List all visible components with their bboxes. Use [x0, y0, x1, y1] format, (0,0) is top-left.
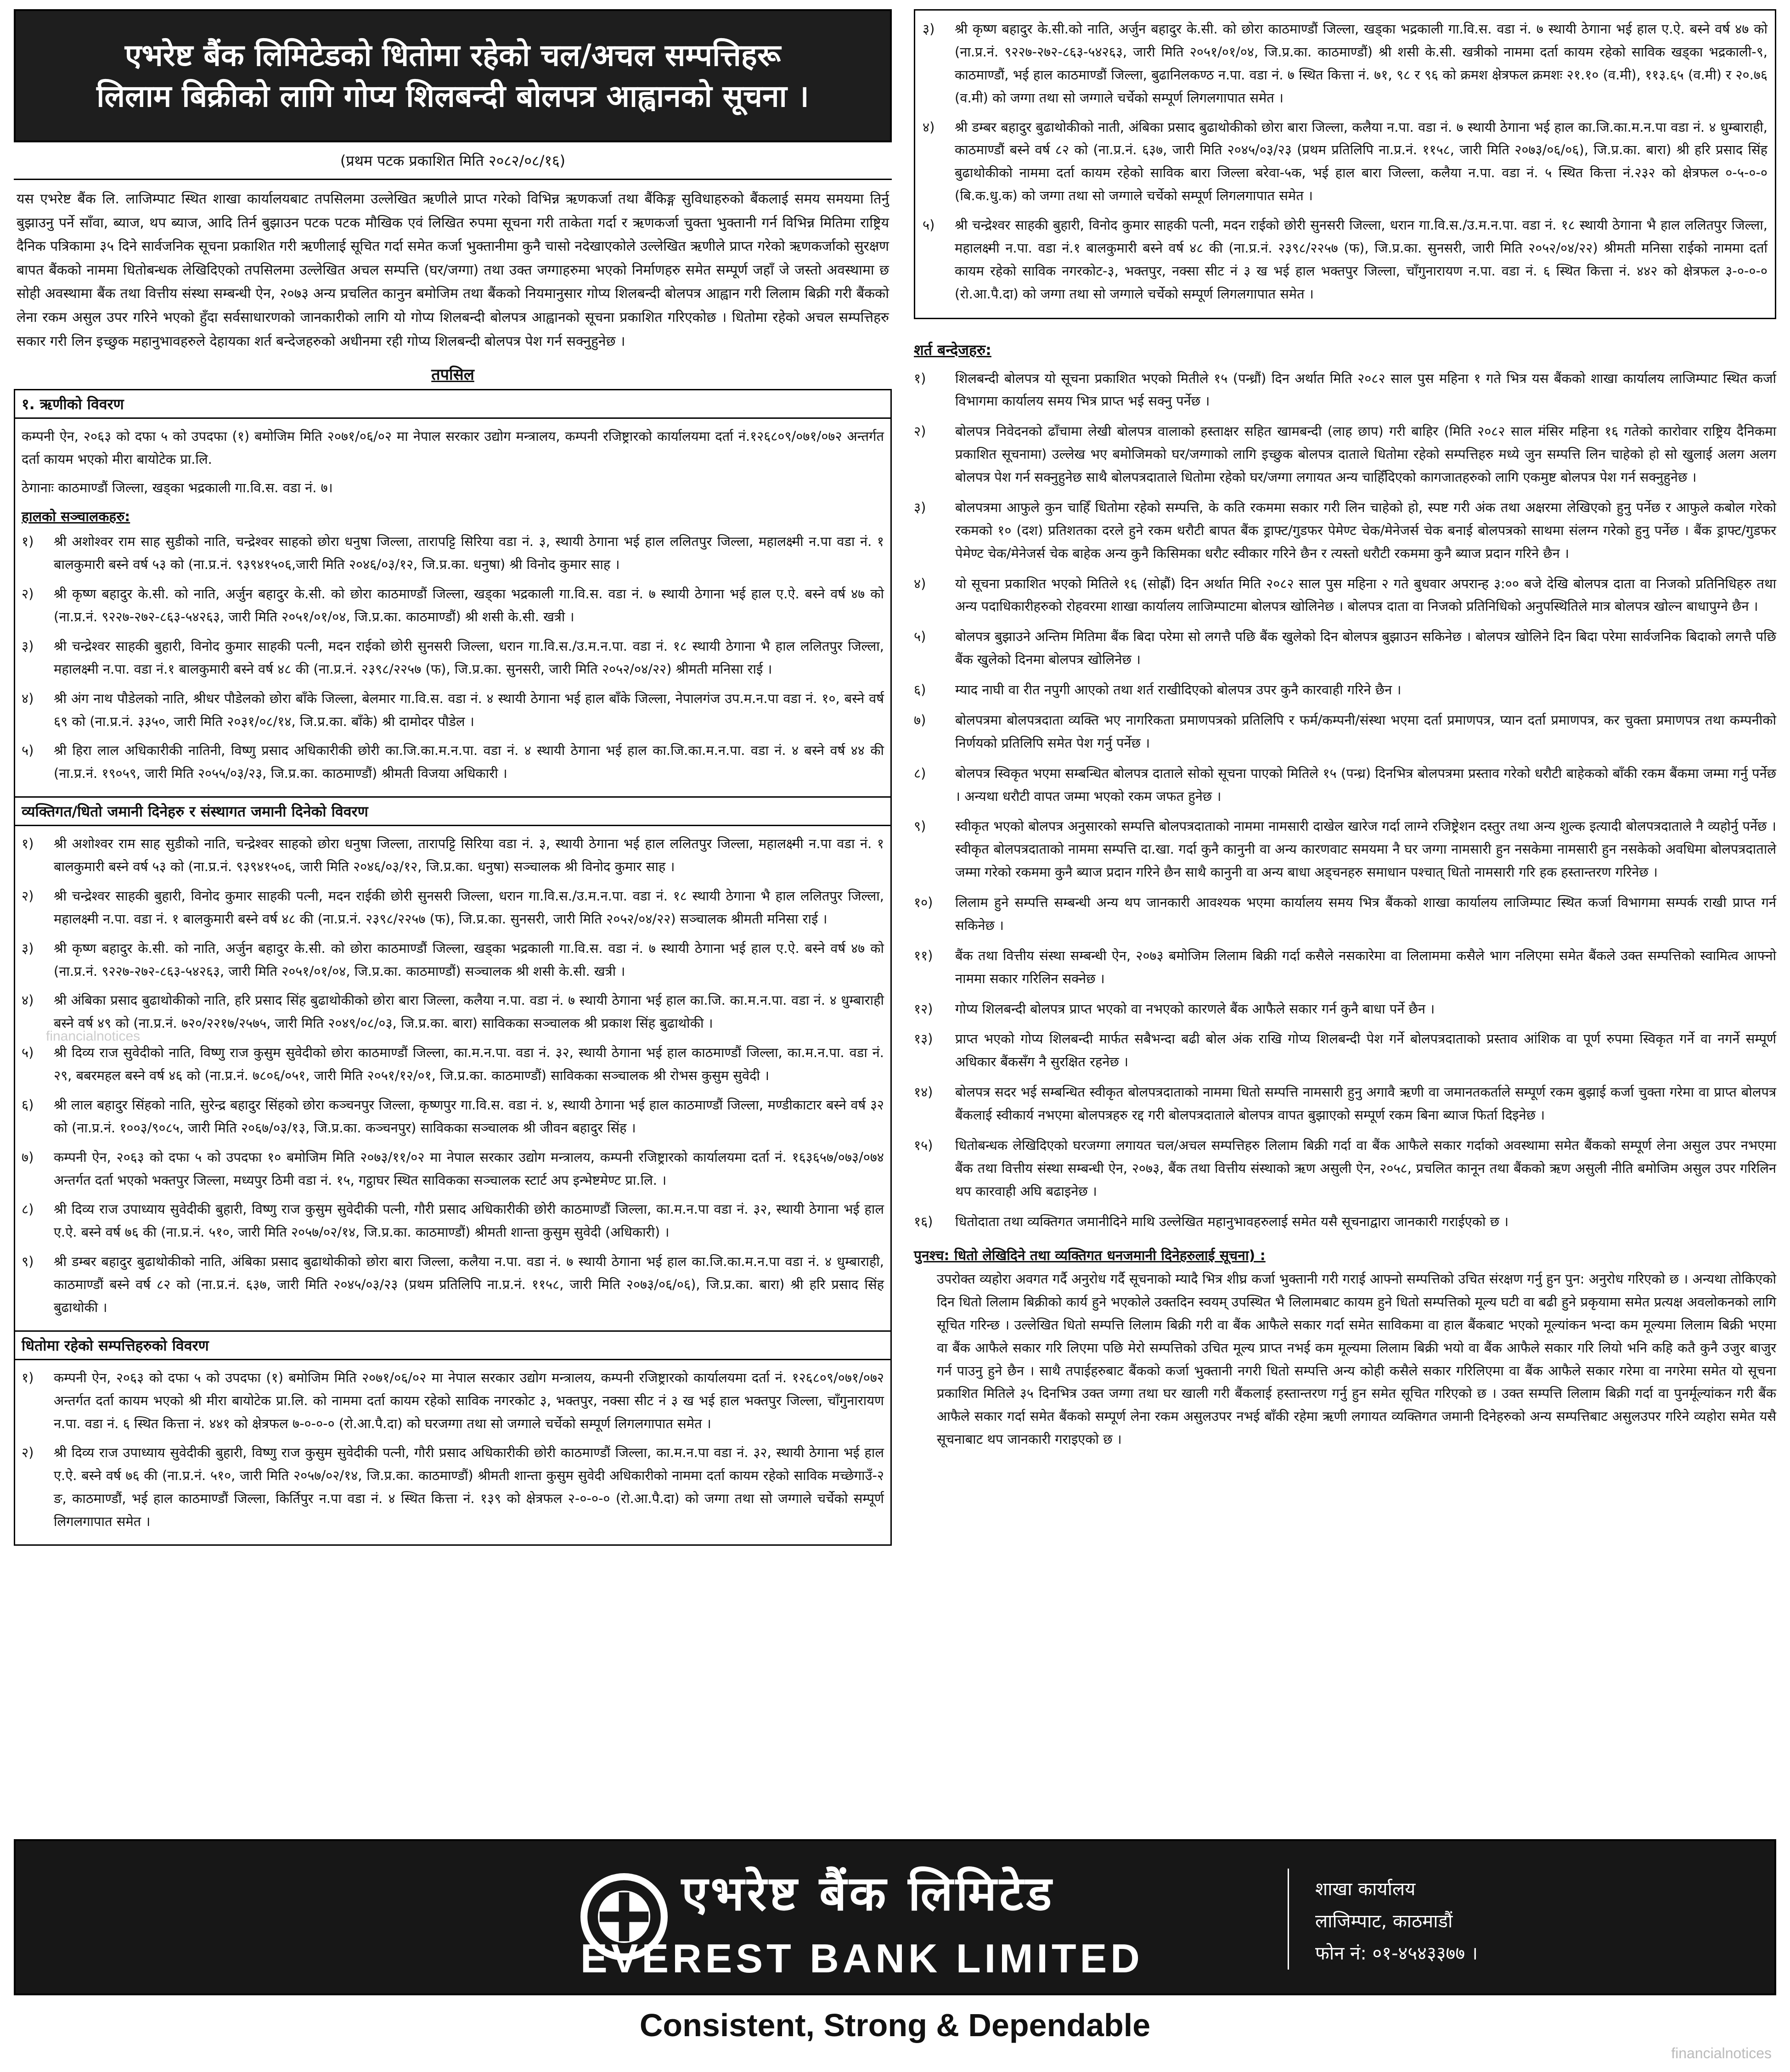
- item-text: श्री कृष्ण बहादुर के.सी. को नाति, अर्जुन बहादुर के.सी. को छोरा काठमाण्डौं जिल्ला, खड्का भद्रकाली गा.वि.स. वडा नं. ७ स्थायी ठेगाना भई हाल ए.ऐ. बस्ने वर्ष ४७ को (ना.प्र.नं. ९२२७-२७२-८६३-५४२६३, जारी मिति २०५१/०१/०४, जि.प्र.का. काठमाण्डौं) सञ्चालक श्री शसी के.सी. खत्री ।: [54, 940, 884, 979]
- guarantors-title: व्यक्तिगत/धितो जमानी दिनेहरु र संस्थागत जमानी दिनेको विवरण: [15, 798, 890, 826]
- branch-phone: फोन नं: ०१-४५४३३७७ ।: [1315, 1943, 1478, 1964]
- item-number: २): [22, 888, 34, 904]
- item-text: बोलपत्रमा बोलपत्रदाता व्यक्ति भए नागरिकता प्रमाणपत्रको प्रतिलिपि र फर्म/कम्पनी/संस्था भएमा दर्ता प्रमाणपत्र, प्यान दर्ता प्रमाणपत्र, कर चुक्ता प्रमाणपत्र तथा कम्पनीको निर्णयको प्रतिलिपि समेत पेश गर्नु पर्नेछ ।: [955, 712, 1776, 751]
- list-item: [914, 1134, 1776, 1203]
- list-item: [22, 937, 884, 983]
- item-number: ४): [22, 690, 34, 706]
- bank-footer-band: [14, 1839, 1776, 1995]
- item-text: कम्पनी ऐन, २०६३ को दफा ५ को उपदफा (१) बमोजिम मिति २०७१/०६/०२ मा नेपाल सरकार उद्योग मन्त्रालय, कम्पनी रजिष्ट्रारको कार्यालयमा दर्ता नं. १२६८०९/०७१/०७२ अन्तर्गत दर्ता कायम भएको श्री मीरा बायोटेक प्रा.लि. को नाममा दर्ता कायम रहेको साविक नगरकोट ३, भक्तपुर, नक्सा सीट नं ३ ख भई हाल भक्तपुर जिल्ला, चाँगुनारायण न.पा. वडा नं. ६ स्थित कित्ता नं. ४४१ को क्षेत्रफल ७-०-०-० (रो.आ.पै.दा) को घरजग्गा तथा सो जग्गाले चर्चेको सम्पूर्ण लिगलगापात समेत ।: [54, 1369, 884, 1431]
- borrower-title: १. ऋणीको विवरण: [15, 390, 890, 419]
- tapsil-heading: तपसिल: [431, 366, 474, 384]
- bank-name-nepali: एभरेष्ट बैंक लिमिटेड: [681, 1865, 1055, 1921]
- list-item: [923, 116, 1767, 208]
- item-text: श्री दिव्य राज उपाध्याय सुवेदीकी बुहारी, विष्णु राज कुसुम सुवेदीकी पत्नी, गौरी प्रसाद अधिकारीकी छोरी काठमाण्डौं जिल्ला, का.म.न.पा वडा नं. ३२, स्थायी ठेगाना भई हाल ए.ऐ. बस्ने वर्ष ७६ की (ना.प्र.नं. ५१०, जारी मिति २०५७/०२/१४, जि.प्र.का. काठमाण्डौं) श्रीमती शान्ता कुसुम सुवेदी अधिकारीको नाममा दर्ता कायम रहेको साविक मच्छेगाउँ-२ ङ, काठमाण्डौं, भई हाल काठमाण्डौं जिल्ला, किर्तिपुर न.पा वडा नं. ४ स्थित कित्ता नं. १३९ को क्षेत्रफल २-०-०-० (रो.आ.पै.दा) को जग्गा तथा सो जग्गाले चर्चेको सम्पूर्ण लिगलगापात समेत ।: [54, 1445, 884, 1529]
- item-number: ३): [22, 940, 34, 956]
- item-text: श्री चन्द्रेश्वर साहकी बुहारी, विनोद कुमार साहकी पत्नी, मदन राईको छोरी सुनसरी जिल्ला, धरान गा.वि.स./उ.म.न.पा. वडा नं. १८ स्थायी ठेगाना भै हाल ललितपुर जिल्ला, महालक्ष्मी न.पा. वडा नं.१ बालकुमारी बस्ने वर्ष ४८ की (ना.प्र.नं. २३९८/२२५७ (फ), जि.प्र.का. सुनसरी, जारी मिति २०५२/०४/२२) श्रीमती मनिसा राईको नाममा दर्ता कायम रहेको साविक नगरकोट-३, भक्तपुर, नक्सा सीट नं ३ ख भई हाल भक्तपुर जिल्ला, चाँगुनारायण न.पा. वडा नं. ६ स्थित कित्ता नं. ४४२ को क्षेत्रफल ३-०-०-० (रो.आ.पै.दा) को जग्गा तथा सो जग्गाले चर्चेको सम्पूर्ण लिगलगापात समेत ।: [955, 217, 1767, 302]
- item-text: श्री चन्द्रेश्वर साहकी बुहारी, विनोद कुमार साहकी पत्नी, मदन राईकी छोरी सुनसरी जिल्ला, धरान गा.वि.स./उ.म.न.पा. वडा नं. १८ स्थायी ठेगाना भै हाल ललितपुर जिल्ला, महालक्ष्मी न.पा. वडा नं. १ बालकुमारी बस्ने वर्ष ४८ की (ना.प्र.नं. २३९८/२२५७ (फ), जि.प्र.का. सुनसरी, जारी मिति २०५२/०४/२२) सञ्चालक श्रीमती मनिसा राई ।: [54, 888, 884, 927]
- item-number: २): [914, 423, 926, 439]
- branch-location: लाजिम्पाट, काठमाडौं: [1315, 1911, 1453, 1932]
- punashcha-heading: पुनश्च: धितो लेखिदिने तथा व्यक्तिगत धनजमानी दिनेहरुलाई सूचना) :: [914, 1248, 1266, 1264]
- list-item: [22, 989, 884, 1035]
- item-text: श्री डम्बर बहादुर बुढाथोकीको नाति, अंबिका प्रसाद बुढाथोकीको छोरा बारा जिल्ला, कलैया न.पा. वडा नं. ७ स्थायी ठेगाना भई हाल का.जि.का.म.न.पा वडा नं. ४ धुम्बाराही, काठमाण्डौं बस्ने वर्ष ८२ को (ना.प्र.नं. ६३७, जारी मिति २०४५/०३/२३ (प्रथम प्रतिलिपि ना.प्र.नं. ११५८, जारी मिति २०७३/०६/०६), जि.प्र.का. बारा) श्री हरि प्रसाद सिंह बुढाथोकी ।: [54, 1254, 884, 1315]
- notice-title-line-2: लिलाम बिक्रीको लागि गोप्य शिलबन्दी बोलपत्र आह्वानको सूचना ।: [96, 79, 809, 114]
- properties-continued: [914, 9, 1776, 319]
- item-number: १४): [914, 1084, 933, 1100]
- item-number: १०): [914, 895, 933, 911]
- list-item: [22, 1094, 884, 1140]
- intro-paragraph: यस एभरेष्ट बैंक लि. लाजिम्पाट स्थित शाखा कार्यालयबाट तपसिलमा उल्लेखित ऋणीले प्राप्त गरेको विभिन्न ऋणकर्जा तथा बैंकिङ्ग सुविधाहरुको बैंकलाई समय समयमा तिर्नु बुझाउनु पर्ने साँवा, ब्याज, थप ब्याज, आदि तिर्न बुझाउन पटक पटक मौखिक एवं लिखित रुपमा सूचना गरी ताकेता गर्दा र ऋणकर्जा चुक्ता भुक्तानी गर्न विभिन्न मितिमा राष्ट्रिय दैनिक पत्रिकामा ३५ दिने सार्वजनिक सूचना प्रकाशित गरी ऋणीलाई सूचित गर्दा समेत कर्जा भुक्तानीमा कुनै चासो नदेखाएकोले उल्लेखित ऋणीले प्राप्त गरेको ऋणकर्जाको सुरक्षण बापत बैंकको नाममा धितोबन्धक लेखिदिएको तपसिलमा उल्लेखित अचल सम्पत्ति (घर/जग्गा) तथा उक्त जग्गाहरुमा भएको निर्माणहरु समेत सम्पूर्ण जहाँ जे जस्तो अवस्थामा छ सोही अवस्थामा बैंक तथा वित्तीय संस्था सम्बन्धी ऐन, २०७३ अन्य प्रचलित कानुन बमोजिम तथा बैंकको नियमानुसार गोप्य शिलबन्दी बोलपत्र आह्वान गरी लिलाम बिक्री गरी बैंकको लेना रकम असुल उपर गरिने भएको हुँदा सर्वसाधारणको जानकारीको लागि यो गोप्य शिलबन्दी बोलपत्र आह्वानको सूचना प्रकाशित गरिएकोछ । धितोमा रहेको अचल सम्पत्तिहरु सकार गरी लिन इच्छुक महानुभावहरुले देहायका शर्त बन्देजहरुको अधीनमा रही गोप्य शिलबन्दी बोलपत्र पेश गर्न सक्नुहुनेछ ।: [17, 191, 889, 349]
- list-item: [22, 583, 884, 629]
- directors-list: [22, 530, 884, 785]
- item-number: १): [22, 836, 34, 852]
- list-item: [22, 1367, 884, 1436]
- item-number: ९): [914, 818, 926, 834]
- list-item: [22, 885, 884, 931]
- item-text: श्री कृष्ण बहादुर के.सी. को नाति, अर्जुन बहादुर के.सी. को छोरा काठमाण्डौं जिल्ला, खड्का भद्रकाली गा.वि.स. वडा नं. ७ स्थायी ठेगाना भई हाल ए.ऐ. बस्ने वर्ष ४७ को (ना.प्र.नं. ९२२७-२७२-८६३-५४२६३, जारी मिति २०५१/०१/०४, जि.प्र.का. काठमाण्डौं) श्री शसी के.सी. खत्री ।: [54, 586, 884, 625]
- item-text: कम्पनी ऐन, २०६३ को दफा ५ को उपदफा १० बमोजिम मिति २०७३/११/०२ मा नेपाल सरकार उद्योग मन्त्रालय, कम्पनी रजिष्ट्रारको कार्यालयमा दर्ता नं. १६३६५७/०७३/०७४ अन्तर्गत दर्ता भएको भक्तपुर जिल्ला, मध्यपुर ठिमी वडा नं. १५, गट्ठाघर स्थित साविकका सञ्चालक स्टार्ट अप इन्भेष्टमेण्ट प्रा.लि. ।: [54, 1149, 884, 1188]
- item-number: ३): [914, 499, 926, 515]
- list-item: [22, 530, 884, 576]
- list-item: [914, 762, 1776, 808]
- borrower-address: ठेगानाः काठमाण्डौं जिल्ला, खड्का भद्रकाली गा.वि.स. वडा नं. ७।: [22, 479, 333, 495]
- list-item: [914, 625, 1776, 671]
- bank-name-english: EVEREST BANK LIMITED: [580, 1936, 1143, 1981]
- item-number: ४): [914, 575, 926, 591]
- list-item: [914, 1081, 1776, 1127]
- item-number: २): [22, 586, 34, 602]
- item-number: १२): [914, 1001, 933, 1017]
- notice-header: [14, 9, 892, 142]
- list-item: [22, 1250, 884, 1319]
- list-item: [914, 367, 1776, 413]
- item-text: श्री अंबिका प्रसाद बुढाथोकीको नाति, हरि प्रसाद सिंह बुढाथोकीको छोरा बारा जिल्ला, कलैया न.पा. वडा नं. ७ स्थायी ठेगाना भई हाल का.जि. का.म.न.पा. वडा नं. ४ धुम्बाराही बस्ने वर्ष ४९ को (ना.प्र.नं. ७२०/२२१७/२५७५, जारी मिति २०४९/०८/०३, जि.प्र.का. बारा) साविकका सञ्चालक श्री प्रकाश सिंह बुढाथोकी ।: [54, 992, 884, 1031]
- list-item: [914, 815, 1776, 884]
- list-item: [914, 891, 1776, 937]
- item-text: श्री दिव्य राज सुवेदीको नाति, विष्णु राज कुसुम सुवेदीको छोरा काठमाण्डौं जिल्ला, का.म.न.पा. वडा नं. ३२, स्थायी ठेगाना भई हाल काठमाण्डौं जिल्ला, का.म.न.पा. वडा नं. २९, बबरमहल बस्ने वर्ष ४६ को (ना.प्र.नं. ७८०६/०५१, जारी मिति २०५१/१२/०१, जि.प्र.का. काठमाण्डौं) साविकका सञ्चालक श्री रोभस कुसुम सुवेदी ।: [54, 1045, 884, 1083]
- branch-office: शाखा कार्यालय: [1315, 1879, 1416, 1900]
- item-text: श्री डम्बर बहादुर बुढाथोकीको नाती, अंबिका प्रसाद बुढाथोकीको छोरा बारा जिल्ला, कलैया न.पा. वडा नं. ७ स्थायी ठेगाना भई हाल का.जि.का.म.न.पा वडा नं. ४ धुम्बाराही, काठमाण्डौं बस्ने वर्ष ८२ को (ना.प्र.नं. ६३७, जारी मिति २०४५/०३/२३ (प्रथम प्रतिलिपि ना.प्र.नं. ११५८, जारी मिति २०७३/०६/०६), जि.प्र.का. बारा) श्री हरि प्रसाद सिंह बुढाथोकीको नाममा दर्ता कायम रहेको साविक बारा जिल्ला बरेवा-५क, भई हाल बारा जिल्ला, कलैया न.पा. वडा नं. ५ स्थित कित्ता नं.२३२ को क्षेत्रफल ०-५-०-० (बि.क.धु.क) को जग्गा तथा सो जग्गाले चर्चेको सम्पूर्ण लिगलगापात समेत ।: [955, 119, 1767, 204]
- list-item: [22, 1198, 884, 1244]
- item-number: १३): [914, 1031, 933, 1047]
- item-text: धितोदाता तथा व्यक्तिगत जमानीदिने माथि उल्लेखित महानुभावहरुलाई समेत यसै सूचनाद्वारा जानकारी गराईएको छ ।: [955, 1213, 1509, 1229]
- borrower-text: कम्पनी ऐन, २०६३ को दफा ५ को उपदफा (१) बमोजिम मिति २०७१/०६/०२ मा नेपाल सरकार उद्योग मन्त्रालय, कम्पनी रजिष्ट्रारको कार्यालयमा दर्ता नं.१२६८०९/०७१/०७२ अन्तर्गत दर्ता कायम भएको मीरा बायोटेक प्रा.लि.: [22, 428, 884, 467]
- list-item: [914, 679, 1776, 702]
- item-number: १): [914, 370, 926, 386]
- list-item: [22, 635, 884, 681]
- conditions-section: [914, 338, 1776, 1452]
- right-column: [914, 9, 1776, 1451]
- item-text: श्री कृष्ण बहादुर के.सी.को नाति, अर्जुन बहादुर के.सी. को छोरा काठमाण्डौं जिल्ला, खड्का भद्रकाली गा.वि.स. वडा नं. ७ स्थायी ठेगाना भई हाल ए.ऐ. बस्ने वर्ष ४७ को (ना.प्र.नं. ९२२७-२७२-८६३-५४२६३, जारी मिति २०५१/०१/०४, जि.प्र.का. काठमाण्डौं) श्री शसी के.सी. खत्रीको नाममा दर्ता कायम रहेको साविक खड्का भद्रकाली-९, काठमाण्डौं, भई हाल काठमाण्डौं जिल्ला, बुढानिलकण्ठ न.पा. वडा नं. ७ स्थित कित्ता नं. ७१, ९८ र ९६ को क्रमश क्षेत्रफल क्रमशः २१.१० (व.मी), ११३.६५ (व.मी) र २०.७६ (व.मी) को जग्गा तथा सो जग्गाले चर्चेको सम्पूर्ण लिगलगापात समेत ।: [955, 21, 1767, 106]
- list-item: [914, 709, 1776, 755]
- item-text: श्री अशोश्वर राम साह सुडीको नाति, चन्द्रेश्वर साहको छोरा धनुषा जिल्ला, तारापट्टि सिरिया वडा नं. ३, स्थायी ठेगाना भई हाल ललितपुर जिल्ला, महालक्ष्मी न.पा वडा नं. १ बालकुमारी बस्ने वर्ष ५३ को (ना.प्र.नं. ९३९४१५०६, जारी मिति २०४६/०३/१२, जि.प्र.का. धनुषा) सञ्चालक श्री विनोद कुमार साह ।: [54, 836, 884, 874]
- item-text: प्राप्त भएको गोप्य शिलबन्दी मार्फत सबैभन्दा बढी बोल अंक राखि गोप्य शिलबन्दी पेश गर्ने बोलपत्रदाताको प्रस्ताव आंशिक वा पूर्ण रुपमा स्विकृत गर्ने वा नगर्ने सम्पूर्ण अधिकार बैंकसँग नै सुरक्षित रहनेछ ।: [955, 1031, 1776, 1070]
- item-number: ५): [22, 1045, 34, 1061]
- item-number: ४): [923, 119, 935, 135]
- item-text: श्री अशोश्वर राम साह सुडीको नाति, चन्द्रेश्वर साहको छोरा धनुषा जिल्ला, तारापट्टि सिरिया वडा नं. ३, स्थायी ठेगाना भई हाल ललितपुर जिल्ला, महालक्ष्मी न.पा वडा नं. १ बालकुमारी बस्ने वर्ष ५३ को (ना.प्र.नं. ९३९४१५०६,जारी मिति २०४६/०३/१२, जि.प्र.का. धनुषा) श्री विनोद कुमार साह ।: [54, 534, 884, 573]
- list-item: [914, 945, 1776, 991]
- notice-title-line-1: एभरेष्ट बैंक लिमिटेडको धितोमा रहेको चल/अचल सम्पत्तिहरू: [124, 37, 781, 73]
- guarantors-section: [14, 798, 892, 1332]
- item-text: बोलपत्र बुझाउने अन्तिम मितिमा बैंक बिदा परेमा सो लगत्तै पछि बैंक खुलेको दिन बोलपत्र बुझाउन सकिनेछ । बोलपत्र खोलिने दिन बिदा परेमा सार्वजनिक बिदाको लगत्तै पछि बैंक खुलेको दिनमा बोलपत्र खोलिनेछ ।: [955, 629, 1776, 668]
- list-item: [914, 1211, 1776, 1233]
- list-item: [22, 1441, 884, 1533]
- item-text: बोलपत्र स्विकृत भएमा सम्बन्धित बोलपत्र दाताले सोको सूचना पाएको मितिले १५ (पन्ध्र) दिनभित्र बोलपत्रमा प्रस्ताव गरेको धरौटी बाहेकको बाँकी रकम बैंकमा जम्मा गर्नु पर्नेछ । अन्यथा धरौटी वापत जम्मा भएको रकम जफत हुनेछ ।: [955, 765, 1776, 804]
- item-text: म्याद नाघी वा रीत नपुगी आएको तथा शर्त राखीदिएको बोलपत्र उपर कुनै कारवाही गरिने छैन ।: [955, 682, 1402, 698]
- list-item: [923, 18, 1767, 110]
- left-column: [14, 9, 892, 1546]
- item-number: ९): [22, 1254, 34, 1270]
- list-item: [914, 420, 1776, 489]
- footer-divider: [1288, 1869, 1289, 1970]
- item-number: ५): [22, 743, 34, 759]
- item-number: ४): [22, 992, 34, 1008]
- item-text: यो सूचना प्रकाशित भएको मितिले १६ (सोह्रौं) दिन अर्थात मिति २०८२ साल पुस महिना २ गते बुधवार अपरान्ह ३:०० बजे देखि बोलपत्र दाता वा निजको प्रतिनिधिहरु तथा अन्य पदाधिकारीहरुको रोहवरमा शाखा कार्यालय लाजिम्पाटमा बोलपत्र खोलिनेछ । बोलपत्र दाता वा निजको प्रतिनिधिको अनुपस्थितिले मात्र बोलपत्र खोल्न बाधापुग्ने छैन ।: [955, 575, 1776, 614]
- list-item: [914, 573, 1776, 619]
- item-number: ६): [22, 1097, 34, 1113]
- published-date: (प्रथम पटक प्रकाशित मिति २०८२/०८/१६): [14, 142, 892, 180]
- item-number: १): [22, 1369, 34, 1385]
- item-number: १६): [914, 1213, 933, 1229]
- item-number: ५): [914, 629, 926, 645]
- item-number: ७): [22, 1149, 34, 1165]
- item-text: गोप्य शिलबन्दी बोलपत्र प्राप्त भएको वा नभएको कारणले बैंक आफैले सकार गर्न कुनै बाधा पर्ने छैन ।: [955, 1001, 1435, 1017]
- item-text: बोलपत्र सदर भई सम्बन्धित स्वीकृत बोलपत्रदाताको नाममा धितो सम्पत्ति नामसारी हुनु अगावै ऋणी वा जमानतकर्ताले सम्पूर्ण रकम बुझाई कर्जा चुक्ता गरेमा वा प्राप्त बोलपत्र बैंकलाई स्वीकार्य नभएमा बोलपत्रहरु रद्द गरी बोलपत्रदाताले बोलपत्र वापत बुझाएको सम्पूर्ण रकम बिना ब्याज फिर्ता दिइनेछ ।: [955, 1084, 1776, 1123]
- item-number: ३): [923, 21, 935, 37]
- branch-info: [1315, 1873, 1478, 1970]
- properties-list: [15, 1360, 890, 1544]
- item-text: बोलपत्रमा आफुले कुन चाहिँ धितोमा रहेको सम्पत्ति, के कति रकममा सकार गरी लिन चाहेको हो, स्पष्ट गरी अंक तथा अक्षरमा लेखिएको हुनु पर्नेछ र आफुले कबोल गरेको रकमको १० (दश) प्रतिशतका दरले हुने रकम धरौटी बापत बैंक ड्राफ्ट/गुडफर पेमेण्ट चेक/मेनेजर्स चेक बनाई बोलपत्रको साथमा संलग्न गरेको हुनु पर्नेछ । बैंक ड्राफ्ट/गुडफर पेमेण्ट चेक/मेनेजर्स चेक बाहेक अन्य कुनै किसिमका धरौट स्वीकार गरिने छैन र त्यस्तो धरौटी रकममा कुनै ब्याज प्रदान गरिने छैन ।: [955, 499, 1776, 561]
- item-text: श्री हिरा लाल अधिकारीकी नातिनी, विष्णु प्रसाद अधिकारीकी छोरी का.जि.का.म.न.पा. वडा नं. ४ स्थायी ठेगाना भई हाल का.जि.का.म.न.पा. वडा नं. ४ बस्ने वर्ष ४४ की (ना.प्र.नं. १९०५९, जारी मिति २०५५/०३/२३, जि.प्र.का. काठमाण्डौं) श्रीमती विजया अधिकारी ।: [54, 743, 884, 782]
- list-item: [22, 833, 884, 878]
- properties-title: धितोमा रहेको सम्पत्तिहरुको विवरण: [15, 1332, 890, 1360]
- item-text: शिलबन्दी बोलपत्र यो सूचना प्रकाशित भएको मितीले १५ (पन्ध्रौं) दिन अर्थात मिति २०८२ साल पुस महिना १ गते भित्र यस बैंकको शाखा कार्यालय लाजिम्पाट स्थित कर्जा विभागमा कार्यालय समय भित्र प्राप्त भई सक्नु पर्नेछ ।: [955, 370, 1776, 409]
- bank-tagline: Consistent, Strong & Dependable: [639, 2007, 1151, 2043]
- guarantors-list: [15, 826, 890, 1330]
- conditions-list: [914, 367, 1776, 1233]
- item-number: ८): [22, 1201, 34, 1217]
- item-number: ५): [923, 217, 935, 233]
- watermark-mid: financialnotices: [46, 1029, 141, 1044]
- item-text: श्री लाल बहादुर सिंहको नाति, सुरेन्द्र बहादुर सिंहको छोरा कञ्चनपुर जिल्ला, कृष्णपुर गा.वि.स. वडा नं. ४, स्थायी ठेगाना भई हाल काठमाण्डौं जिल्ला, मण्डीकाटार बस्ने वर्ष ३२ को (ना.प्र.नं. १००३/९०८५, जारी मिति २०६७/०३/१३, जि.प्र.का. कञ्चनपुर) साविकका सञ्चालक श्री जीवन बहादुर सिंह ।: [54, 1097, 884, 1136]
- list-item: [914, 496, 1776, 565]
- item-text: स्वीकृत भएको बोलपत्र अनुसारको सम्पत्ति बोलपत्रदाताको नाममा नामसारी दाखेल खारेज गर्दा लाग्ने रजिष्ट्रेशन दस्तुर तथा अन्य शुल्क इत्यादी बोलपत्रदाताले नै व्यहोर्नु पर्नेछ । स्वीकृत बोलपत्रदाताको नाममा सम्पत्ति दा.खा. गर्दा कुनै कानुनी वा अन्य कारणवाट समयमा नै घर जग्गा नामसारी हुन नसकेमा नामसारी हुन नसकेको अवधिमा बोलपत्रदाताले जम्मा गरेको रकममा कुनै ब्याज प्रदान गरिने छैन साथै कानुनी वा अन्य बाधा अड्चनहरु समाधान पश्चात् धितो नामसारी गरि हक हस्तान्तरण गरिनेछ ।: [955, 818, 1776, 880]
- item-number: १५): [914, 1137, 933, 1153]
- list-item: [914, 1028, 1776, 1074]
- item-text: बैंक तथा वित्तीय संस्था सम्बन्धी ऐन, २०७३ बमोजिम लिलाम बिक्री गर्दा कसैले नसकारेमा वा लिलाममा कसैले भाग नलिएमा समेत बैंकले उक्त सम्पत्तिको स्वामित्व आफ्नो नाममा सकार गरिलिन सक्नेछ ।: [955, 947, 1776, 986]
- directors-heading: हालको सञ्चालकहरु:: [22, 508, 130, 525]
- item-text: लिलाम हुने सम्पत्ति सम्बन्धी अन्य थप जानकारी आवश्यक भएमा कार्यालय समय भित्र बैंकको शाखा कार्यालय लाजिम्पाट स्थित कर्जा विभागमा सम्पर्क राखी प्राप्त गर्न सकिनेछ ।: [955, 895, 1776, 933]
- item-number: ६): [914, 682, 926, 698]
- properties-section: [14, 1332, 892, 1546]
- conditions-heading: शर्त बन्देजहरु:: [914, 341, 991, 359]
- list-item: [22, 687, 884, 733]
- item-number: १): [22, 534, 34, 550]
- item-number: ८): [914, 765, 926, 781]
- item-number: ११): [914, 947, 933, 963]
- list-item: [22, 739, 884, 785]
- list-item: [914, 998, 1776, 1021]
- notice-page: [14, 9, 1776, 2063]
- list-item: [923, 214, 1767, 306]
- item-text: बोलपत्र निवेदनको ढाँचामा लेखी बोलपत्र वालाको हस्ताक्षर सहित खामबन्दी (लाह छाप) गरी बाहिर (मिति २०८२ साल मंसिर महिना १६ गतेको कारोवार राष्ट्रिय दैनिकमा प्रकाशित सूचनामा) उल्लेख भए बमोजिमको घर/जग्गाको लागि इच्छुक बोलपत्र दाताले धितोमा रहेको सम्पत्तिहरु मध्ये जुन सम्पत्ति लिन चाहेको हो सो खुलाई अलग अलग बोलपत्र पेश गर्न सक्नुहुनेछ साथै बोलपत्रदाताले धितोमा रहेको घर/जग्गा लगायत अन्य चाहिँदिएको कागजातहरुको लागि एकमुष्ट बोलपत्र पेश गर्न सक्नुहुनेछ ।: [955, 423, 1776, 485]
- item-number: ३): [22, 638, 34, 654]
- item-text: श्री अंग नाथ पौडेलको नाति, श्रीधर पौडेलको छोरा बाँके जिल्ला, बेलमार गा.वि.स. वडा नं. ४ स्थायी ठेगाना भई हाल बाँके जिल्ला, नेपालगंज उप.म.न.पा वडा नं. १०, बस्ने वर्ष ६९ को (ना.प्र.नं. ३३५०, जारी मिति २०३१/०८/१४, जि.प्र.का. बाँके) श्री दामोदर पौडेल ।: [54, 690, 884, 729]
- item-text: श्री चन्द्रेश्वर साहकी बुहारी, विनोद कुमार साहकी पत्नी, मदन राईको छोरी सुनसरी जिल्ला, धरान गा.वि.स./उ.म.न.पा. वडा नं. १८ स्थायी ठेगाना भै हाल ललितपुर जिल्ला, महालक्ष्मी न.पा. वडा नं.१ बालकुमारी बस्ने वर्ष ४८ की (ना.प्र.नं. २३९८/२२५७ (फ), जि.प्र.का. सुनसरी, जारी मिति २०५२/०४/२२) श्रीमती मनिसा राई ।: [54, 638, 884, 677]
- list-item: [22, 1146, 884, 1192]
- punashcha-text: उपरोक्त व्यहोरा अवगत गर्दै अनुरोध गर्दै सूचनाको म्यादै भित्र शीघ्र कर्जा भुक्तानी गरी गराई आफ्नो सम्पत्तिको उचित संरक्षण गर्नु हुन पुन: अनुरोध गरिएको छ । अन्यथा तोकिएको दिन धितो लिलाम बिक्रीको कार्य हुने भएकोले उक्तदिन स्वयम् उपस्थित भै लिलामबाट कायम हुने धितो सम्पत्तिको मूल्य घटी वा बढी हुने प्रकृयामा समेत प्रत्यक्ष अवलोकनको लागि सूचित गरिन्छ । उल्लेखित धितो सम्पत्ति लिलाम बिक्री गरी वा बैंक आफैले सकार गर्दा समेत साविकमा वा हाल बैंकबाट भएको मूल्यांकन भन्दा कम मूल्यमा लिलाम बिक्री भएमा वा बैंक आफैले सकार गरि लिएमा पछि मेरो सम्पत्तिको उचित मूल्य प्राप्त नभई कम मूल्यमा लिलाम बिक्री भयो वा बैंक आफैले सकार गरि लियो भनि कहि कतै कुनै उजुर बाजुर गर्न पाउनु हुने छैन । साथै तपाईहरुबाट बैंकको कर्जा भुक्तानी नगरी धितो सम्पत्ति अन्य कोही कसैले सकार गरिलिएमा वा बैंक आफैले सकार गरेमा वा नगरेमा समेत यो सूचना प्रकाशित मितिले ३५ दिनभित्र उक्त जग्गा तथा घर खाली गरी बैंकलाई हस्तान्तरण गर्नु हुन समेत सूचित गरिएको छ । उक्त सम्पत्ति लिलाम बिक्री गर्दा वा पुनर्मूल्यांकन गरी बैंक आफैले सकार गर्दा समेत बैंकको सम्पूर्ण लेना रकम असुलउपर नभई बाँकी रहेमा ऋणी लगायत व्यक्तिगत जमानी दिनेहरुको अन्य सम्पत्तिबाट असुलउपर गरिने व्यहोरा समेत यसै सूचनाबाट थप जानकारी गराइएको छ ।: [937, 1271, 1776, 1447]
- item-text: श्री दिव्य राज उपाध्याय सुवेदीकी बुहारी, विष्णु राज कुसुम सुवेदीकी पत्नी, गौरी प्रसाद अधिकारीकी छोरी काठमाण्डौं जिल्ला, का.म.न.पा वडा नं. ३२, स्थायी ठेगाना भई हाल ए.ऐ. बस्ने वर्ष ७६ की (ना.प्र.नं. ५१०, जारी मिति २०५७/०२/१४, जि.प्र.का. काठमाण्डौं) श्रीमती शान्ता कुसुम सुवेदी (अधिकारी) ।: [54, 1201, 884, 1240]
- punashcha-section: [914, 1244, 1776, 1451]
- borrower-section: [14, 389, 892, 798]
- watermark: financialnotices: [1671, 2045, 1772, 2061]
- item-number: २): [22, 1445, 34, 1461]
- item-text: धितोबन्धक लेखिदिएको घरजग्गा लगायत चल/अचल सम्पत्तिहरु लिलाम बिक्री गर्दा वा बैंक आफैले सकार गर्दाको अवस्थामा समेत बैंकको सम्पूर्ण लेना असुल उपर नभएमा बैंक तथा वित्तीय संस्था सम्बन्धी ऐन, २०७३, बैंक तथा वित्तीय संस्थाको ऋण असुली ऐन, २०५८, प्रचलित कानून तथा बैंकको ऋण असुली नीति बमोजिम असुल उपर गरिलिन थप कारवाही अघि बढाइनेछ ।: [955, 1137, 1776, 1199]
- item-number: ७): [914, 712, 926, 728]
- list-item: [22, 1042, 884, 1087]
